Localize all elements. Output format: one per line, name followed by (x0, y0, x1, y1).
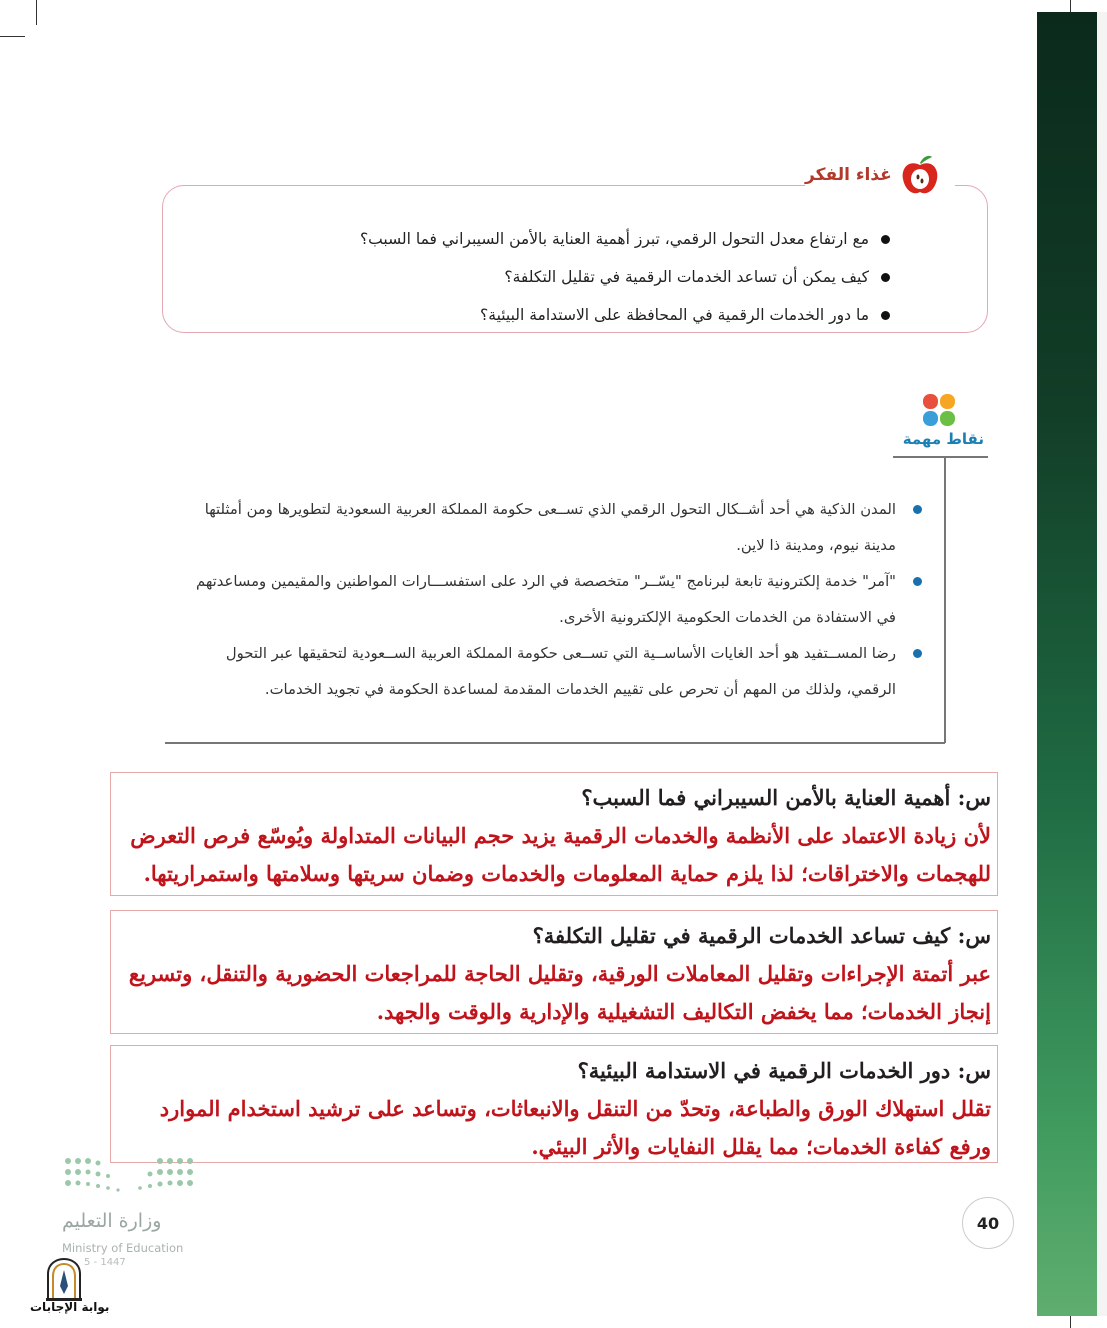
page-number: 40 (962, 1197, 1014, 1249)
crop-mark (0, 36, 25, 37)
portal-label: بوابة الإجابات (30, 1300, 110, 1314)
side-color-band (1037, 12, 1097, 1316)
side-edge (1097, 12, 1107, 1316)
list-item: ما دور الخدمات الرقمية في المحافظة على الاستدامة البيئية؟ (200, 296, 890, 334)
list-item: مع ارتفاع معدل التحول الرقمي، تبرز أهمية العناية بالأمن السيبراني فما السبب؟ (200, 220, 890, 258)
ministry-name-en: Ministry of Education (62, 1241, 184, 1255)
question-text: س: دور الخدمات الرقمية في الاستدامة البيئية؟ (577, 1058, 991, 1083)
crop-mark (36, 0, 37, 25)
list-item: كيف يمكن أن تساعد الخدمات الرقمية في تقليل التكلفة؟ (200, 258, 890, 296)
list-item: "آمر" خدمة إلكترونية تابعة لبرنامج "يسّــر" متخصصة في الرد على استفســـارات المواطنين والمقيمين ومساعدتهم في الاستفادة من الخدمات الحكومية الإلكترونية الأخرى. (180, 564, 922, 636)
answer-box (110, 1045, 998, 1163)
food-for-thought-list (200, 220, 890, 334)
list-item: رضا المســتفيد هو أحد الغايات الأساســية التي تســعى حكومة المملكة العربية الســعودية لتحقيقها عبر التحول الرقمي، ولذلك من المهم أن تحرص على تقييم الخدمات المقدمة لمساعدة الحكومة في تجويد الخدمات. (180, 636, 922, 708)
bullet (881, 235, 890, 244)
food-for-thought-header (805, 150, 955, 200)
food-for-thought-title: غذاء الفكر (805, 165, 892, 185)
answer-box (110, 910, 998, 1034)
flower-icon (921, 392, 957, 428)
portal-logo-icon (42, 1256, 86, 1302)
bullet (913, 577, 922, 586)
bullet (913, 505, 922, 514)
divider (893, 456, 988, 458)
list-item: المدن الذكية هي أحد أشــكال التحول الرقمي الذي تســعى حكومة المملكة العربية السعودية لتطويرها ومن أمثلتها مدينة نيوم، ومدينة ذا لاين. (180, 492, 922, 564)
answer-text: تقلل استهلاك الورق والطباعة، وتحدّ من التنقل والانبعاثات، وتساعد على ترشيد استخدام الموارد ورفع كفاءة الخدمات؛ مما يقلل النفايات والأثر البيئي. (159, 1096, 991, 1159)
apple-icon (900, 153, 940, 197)
bullet (913, 649, 922, 658)
divider (165, 742, 945, 744)
answer-box (110, 772, 998, 896)
answer-text: عبر أتمتة الإجراءات وتقليل المعاملات الورقية، وتقليل الحاجة للمراجعات الحضورية والتنقل، وتسريع إنجاز الخدمات؛ مما يخفض التكاليف التشغيلية والإدارية والوقت والجهد. (128, 961, 991, 1024)
key-points-header (893, 392, 988, 462)
question-text: س: كيف تساعد الخدمات الرقمية في تقليل التكلفة؟ (532, 923, 991, 948)
bullet (881, 273, 890, 282)
ministry-year: 5 - 1447 (84, 1257, 126, 1268)
key-points-title: نقاط مهمة (902, 430, 984, 448)
ministry-name-ar: وزارة التعليم (62, 1210, 162, 1232)
ministry-logo-icon (60, 1155, 200, 1200)
question-text: س: أهمية العناية بالأمن السيبراني فما السبب؟ (581, 785, 991, 810)
divider (944, 457, 946, 743)
answer-text: لأن زيادة الاعتماد على الأنظمة والخدمات الرقمية يزيد حجم البيانات المتداولة ويُوسّع فرص التعرض للهجمات والاختراقات؛ لذا يلزم حماية المعلومات والخدمات وضمان سريتها وسلامتها واستمراريتها. (130, 823, 991, 886)
bullet (881, 311, 890, 320)
key-points-list (180, 492, 922, 708)
